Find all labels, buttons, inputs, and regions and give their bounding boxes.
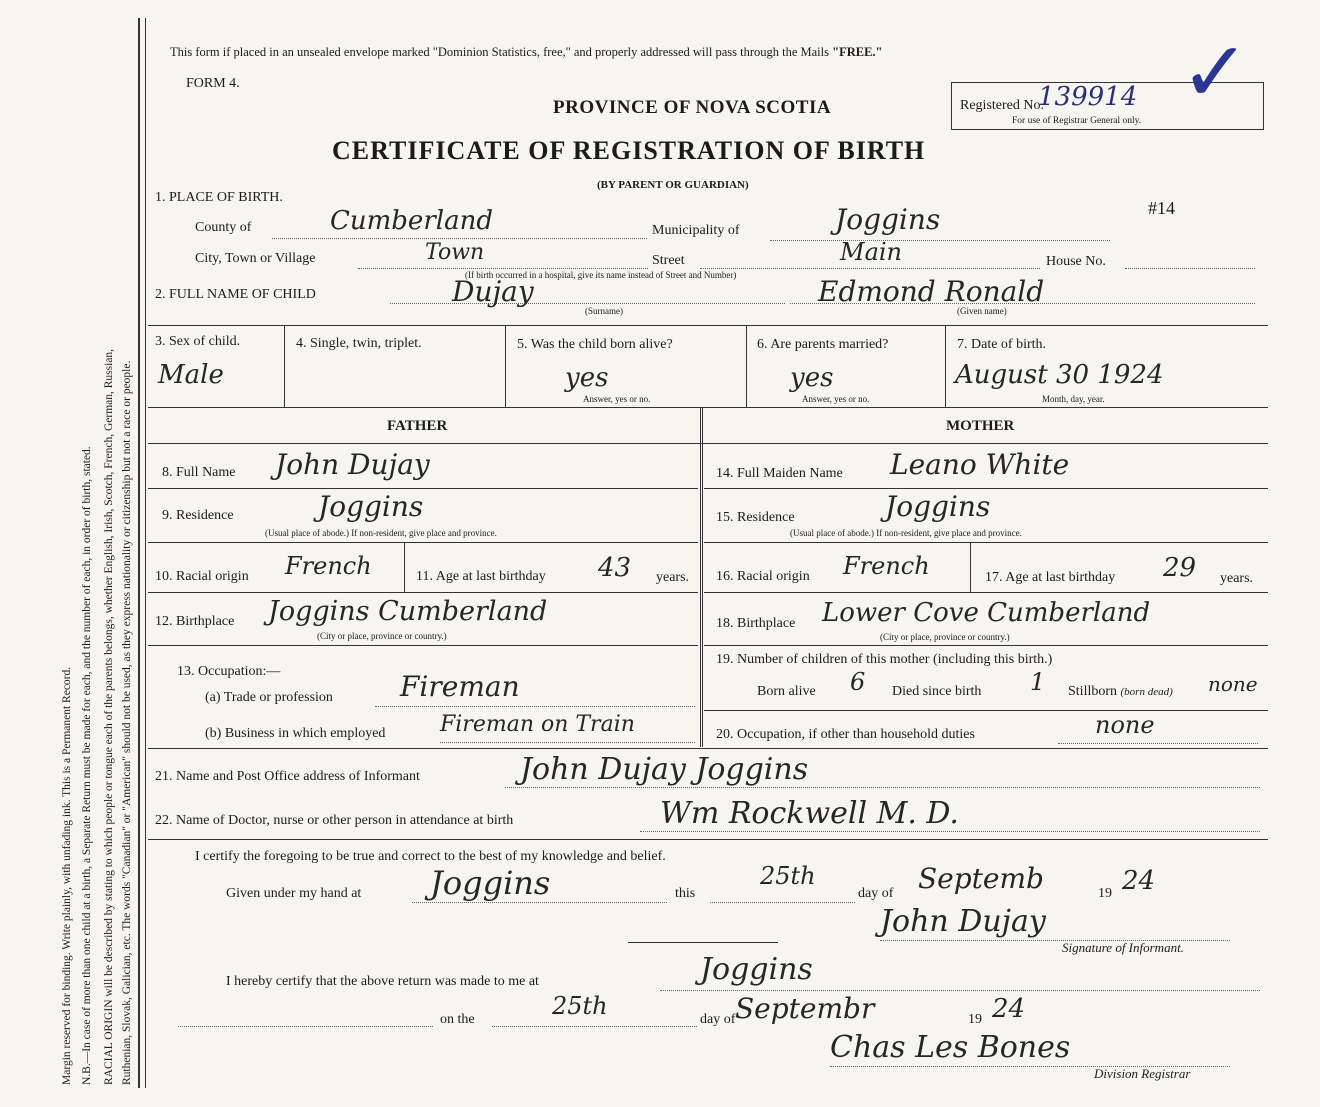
dob-label: 7. Date of birth. xyxy=(957,337,1047,352)
county-value: Cumberland xyxy=(330,206,493,236)
mother-race-label: 16. Racial origin xyxy=(716,569,810,584)
house-line xyxy=(1125,268,1255,269)
stillborn-caption: (born dead) xyxy=(1120,686,1173,698)
father-name-value: John Dujay xyxy=(275,448,430,481)
stillborn-label-text: Stillborn xyxy=(1068,684,1118,699)
registrar-month-value: Septembr xyxy=(735,992,875,1025)
street-label: Street xyxy=(652,253,685,268)
mother-residence-caption: (Usual place of abode.) If non-resident, give place and province. xyxy=(790,528,1022,538)
born-alive-count-label: Born alive xyxy=(757,684,816,699)
registrar-day-line xyxy=(492,1026,697,1027)
mail-notice: This form if placed in an unsealed envelope marked "Dominion Statistics, free," and properly addressed will pass through the Mails "FREE." xyxy=(170,45,883,59)
certify-day-value: 25th xyxy=(760,862,816,890)
certify-day-of-label: day of xyxy=(858,886,894,901)
sex-label: 3. Sex of child. xyxy=(155,334,241,349)
mother-residence-value: Joggins xyxy=(885,490,991,523)
born-alive-value: yes xyxy=(565,363,609,393)
mother-heading: MOTHER xyxy=(946,418,1015,434)
registered-number: 139914 xyxy=(1038,82,1138,112)
given-at-value: Joggins xyxy=(430,864,551,902)
municipality-line xyxy=(770,240,1110,241)
street-value: Main xyxy=(840,238,903,266)
children-count-label: 19. Number of children of this mother (including this birth.) xyxy=(716,652,1053,667)
municipality-value: Joggins xyxy=(835,203,941,236)
county-line xyxy=(272,238,647,239)
father-residence-rule xyxy=(148,542,698,543)
father-race-value: French xyxy=(285,552,372,580)
father-name-label: 8. Full Name xyxy=(162,465,236,480)
check-mark-icon: ✓ xyxy=(1180,27,1251,120)
registered-label: Registered No. xyxy=(960,98,1044,113)
mother-birthplace-caption: (City or place, province or country.) xyxy=(880,632,1010,642)
city-label: City, Town or Village xyxy=(195,251,316,266)
doctor-line xyxy=(640,831,1260,832)
mother-occupation-label: 20. Occupation, if other than household duties xyxy=(716,727,975,742)
given-caption: (Given name) xyxy=(957,306,1007,316)
margin-rule-inner xyxy=(145,18,146,1088)
margin-number: #14 xyxy=(1148,198,1175,218)
father-residence-caption: (Usual place of abode.) If non-resident, give place and province. xyxy=(265,528,497,538)
this-label: this xyxy=(675,886,696,901)
registrar-day-value: 25th xyxy=(552,992,608,1020)
certify-separator xyxy=(628,942,778,943)
mother-occupation-value: none xyxy=(1095,711,1155,739)
place-of-birth-label: 1. PLACE OF BIRTH. xyxy=(155,190,283,205)
margin-rule xyxy=(138,18,140,1088)
child-given-name: Edmond Ronald xyxy=(818,275,1045,308)
father-birthplace-rule xyxy=(148,645,698,646)
informant-value: John Dujay Joggins xyxy=(520,752,809,787)
margin-note-1: Margin reserved for binding. Write plainly, with unfading ink. This is a Permanent Record. xyxy=(61,666,73,1085)
certify-text: I certify the foregoing to be true and correct to the best of my knowledge and belief. xyxy=(195,849,666,864)
form-number: FORM 4. xyxy=(186,76,240,91)
given-at-label: Given under my hand at xyxy=(226,886,362,901)
informant-label: 21. Name and Post Office address of Informant xyxy=(155,769,420,784)
street-line xyxy=(700,268,1040,269)
mother-birthplace-rule xyxy=(704,645,1268,646)
row3-bottom-rule xyxy=(148,407,1268,408)
parents-married-value: yes xyxy=(790,363,834,393)
father-business-line xyxy=(440,742,695,743)
city-value: Town xyxy=(425,240,485,265)
stillborn-count: none xyxy=(1208,672,1258,696)
margin-note-3: RACIAL ORIGIN will be described by stating to which people or tongue each of the parents belongs, whether English, Irish, Scotch, French, German, Russian, xyxy=(103,348,115,1085)
mother-race-value: French xyxy=(843,552,930,580)
registrar-day-of-label: day of xyxy=(700,1012,736,1027)
father-business-value: Fireman on Train xyxy=(440,712,635,737)
father-heading: FATHER xyxy=(387,418,448,434)
mother-name-value: Leano White xyxy=(890,448,1070,481)
registrar-year-value: 24 xyxy=(992,994,1026,1024)
certificate-title: CERTIFICATE OF REGISTRATION OF BIRTH xyxy=(332,136,926,165)
mother-residence-rule xyxy=(704,542,1268,543)
father-birthplace-value: Joggins Cumberland xyxy=(268,596,548,627)
row3-div-4 xyxy=(945,325,946,407)
surname-line xyxy=(390,303,785,304)
registrar-use-note: For use of Registrar General only. xyxy=(1012,116,1142,126)
mother-name-label: 14. Full Maiden Name xyxy=(716,466,843,481)
certify-month-value: Septemb xyxy=(918,862,1044,895)
father-age-value: 43 xyxy=(598,553,632,583)
county-label: County of xyxy=(195,220,252,235)
margin-note-2: N.B.—In case of more than one child at a birth, a Separate Return must be made for each, and the number of each, in order of birth, stated. xyxy=(81,446,93,1085)
parents-married-caption: Answer, yes or no. xyxy=(802,394,870,404)
parents-married-label: 6. Are parents married? xyxy=(757,337,889,352)
certificate-subtitle: (BY PARENT OR GUARDIAN) xyxy=(597,179,749,191)
certify-day-line xyxy=(710,902,855,903)
parents-divider xyxy=(700,407,703,747)
mother-years-label: years. xyxy=(1220,571,1254,586)
row3-div-2 xyxy=(505,325,506,407)
registrar-text: I hereby certify that the above return was made to me at xyxy=(226,974,539,989)
registrar-on-label: on the xyxy=(440,1012,475,1027)
division-registrar-label: Division Registrar xyxy=(1094,1066,1191,1081)
certify-year-value: 24 xyxy=(1122,866,1156,896)
father-years-label: years. xyxy=(656,570,690,585)
certification-top-rule xyxy=(148,839,1268,840)
mother-occupation-line xyxy=(1058,743,1258,744)
father-trade-line xyxy=(375,706,695,707)
mother-birthplace-label: 18. Birthplace xyxy=(716,616,796,631)
dob-caption: Month, day, year. xyxy=(1042,394,1105,404)
mother-name-rule xyxy=(704,488,1268,489)
doctor-label: 22. Name of Doctor, nurse or other person in attendance at birth xyxy=(155,813,514,828)
father-race-rule xyxy=(148,592,698,593)
father-name-rule xyxy=(148,488,698,489)
stillborn-label xyxy=(1068,684,1173,700)
born-alive-caption: Answer, yes or no. xyxy=(583,394,651,404)
registrar-at-line xyxy=(660,990,1260,991)
margin-note-4: Ruthenian, Slovak, Galician, etc. The words "Canadian" or "American" should not be used, as they express nationality or citizenship but not a race or people. xyxy=(121,360,133,1085)
mother-children-rule xyxy=(704,710,1268,711)
mother-age-label: 17. Age at last birthday xyxy=(985,570,1116,585)
father-residence-value: Joggins xyxy=(318,490,424,523)
died-since-birth-label: Died since birth xyxy=(892,684,982,699)
father-birthplace-caption: (City or place, province or country.) xyxy=(317,631,447,641)
mother-race-div xyxy=(970,542,971,592)
born-alive-label: 5. Was the child born alive? xyxy=(517,337,673,352)
hospital-note: (If birth occurred in a hospital, give its name instead of Street and Number) xyxy=(465,270,737,280)
child-name-label: 2. FULL NAME OF CHILD xyxy=(155,287,316,302)
father-birthplace-label: 12. Birthplace xyxy=(155,614,235,629)
registrar-at-value: Joggins xyxy=(700,952,813,987)
child-surname: Dujay xyxy=(452,275,534,308)
given-at-line xyxy=(412,902,667,903)
father-race-div xyxy=(404,542,405,592)
died-since-birth-count: 1 xyxy=(1030,668,1046,696)
mother-birthplace-value: Lower Cove Cumberland xyxy=(822,598,1151,628)
registrar-lead-line xyxy=(178,1026,433,1027)
father-business-label: (b) Business in which employed xyxy=(205,726,386,741)
father-race-label: 10. Racial origin xyxy=(155,569,249,584)
dob-value: August 30 1924 xyxy=(955,360,1164,390)
registrar-year-prefix: 19 xyxy=(968,1012,982,1027)
municipality-label: Municipality of xyxy=(652,223,740,238)
mother-residence-label: 15. Residence xyxy=(716,510,795,525)
mother-race-rule xyxy=(704,592,1268,593)
row3-div-3 xyxy=(746,325,747,407)
mail-free: "FREE." xyxy=(832,45,883,59)
father-residence-label: 9. Residence xyxy=(162,508,234,523)
father-occupation-label: 13. Occupation:— xyxy=(177,664,281,679)
row3-top-rule xyxy=(148,325,1268,326)
father-age-label: 11. Age at last birthday xyxy=(416,569,546,584)
mother-age-value: 29 xyxy=(1163,553,1197,583)
father-trade-value: Fireman xyxy=(400,670,520,703)
doctor-value: Wm Rockwell M. D. xyxy=(660,796,959,831)
signature-of-informant-label: Signature of Informant. xyxy=(1062,940,1184,955)
surname-caption: (Surname) xyxy=(585,306,623,316)
certify-year-prefix: 19 xyxy=(1098,886,1112,901)
sex-value: Male xyxy=(158,360,224,390)
registrar-signature: Chas Les Bones xyxy=(830,1030,1071,1065)
single-twin-label: 4. Single, twin, triplet. xyxy=(296,336,422,351)
province-heading: PROVINCE OF NOVA SCOTIA xyxy=(553,97,832,118)
parents-heading-rule xyxy=(148,443,1268,444)
parents-bottom-rule xyxy=(148,748,1268,749)
born-alive-count: 6 xyxy=(850,668,866,696)
informant-signature: John Dujay xyxy=(880,904,1046,939)
father-trade-label: (a) Trade or profession xyxy=(205,690,333,705)
city-line xyxy=(358,268,648,269)
informant-line xyxy=(505,787,1260,788)
house-label: House No. xyxy=(1046,254,1106,269)
row3-div-1 xyxy=(284,325,285,407)
